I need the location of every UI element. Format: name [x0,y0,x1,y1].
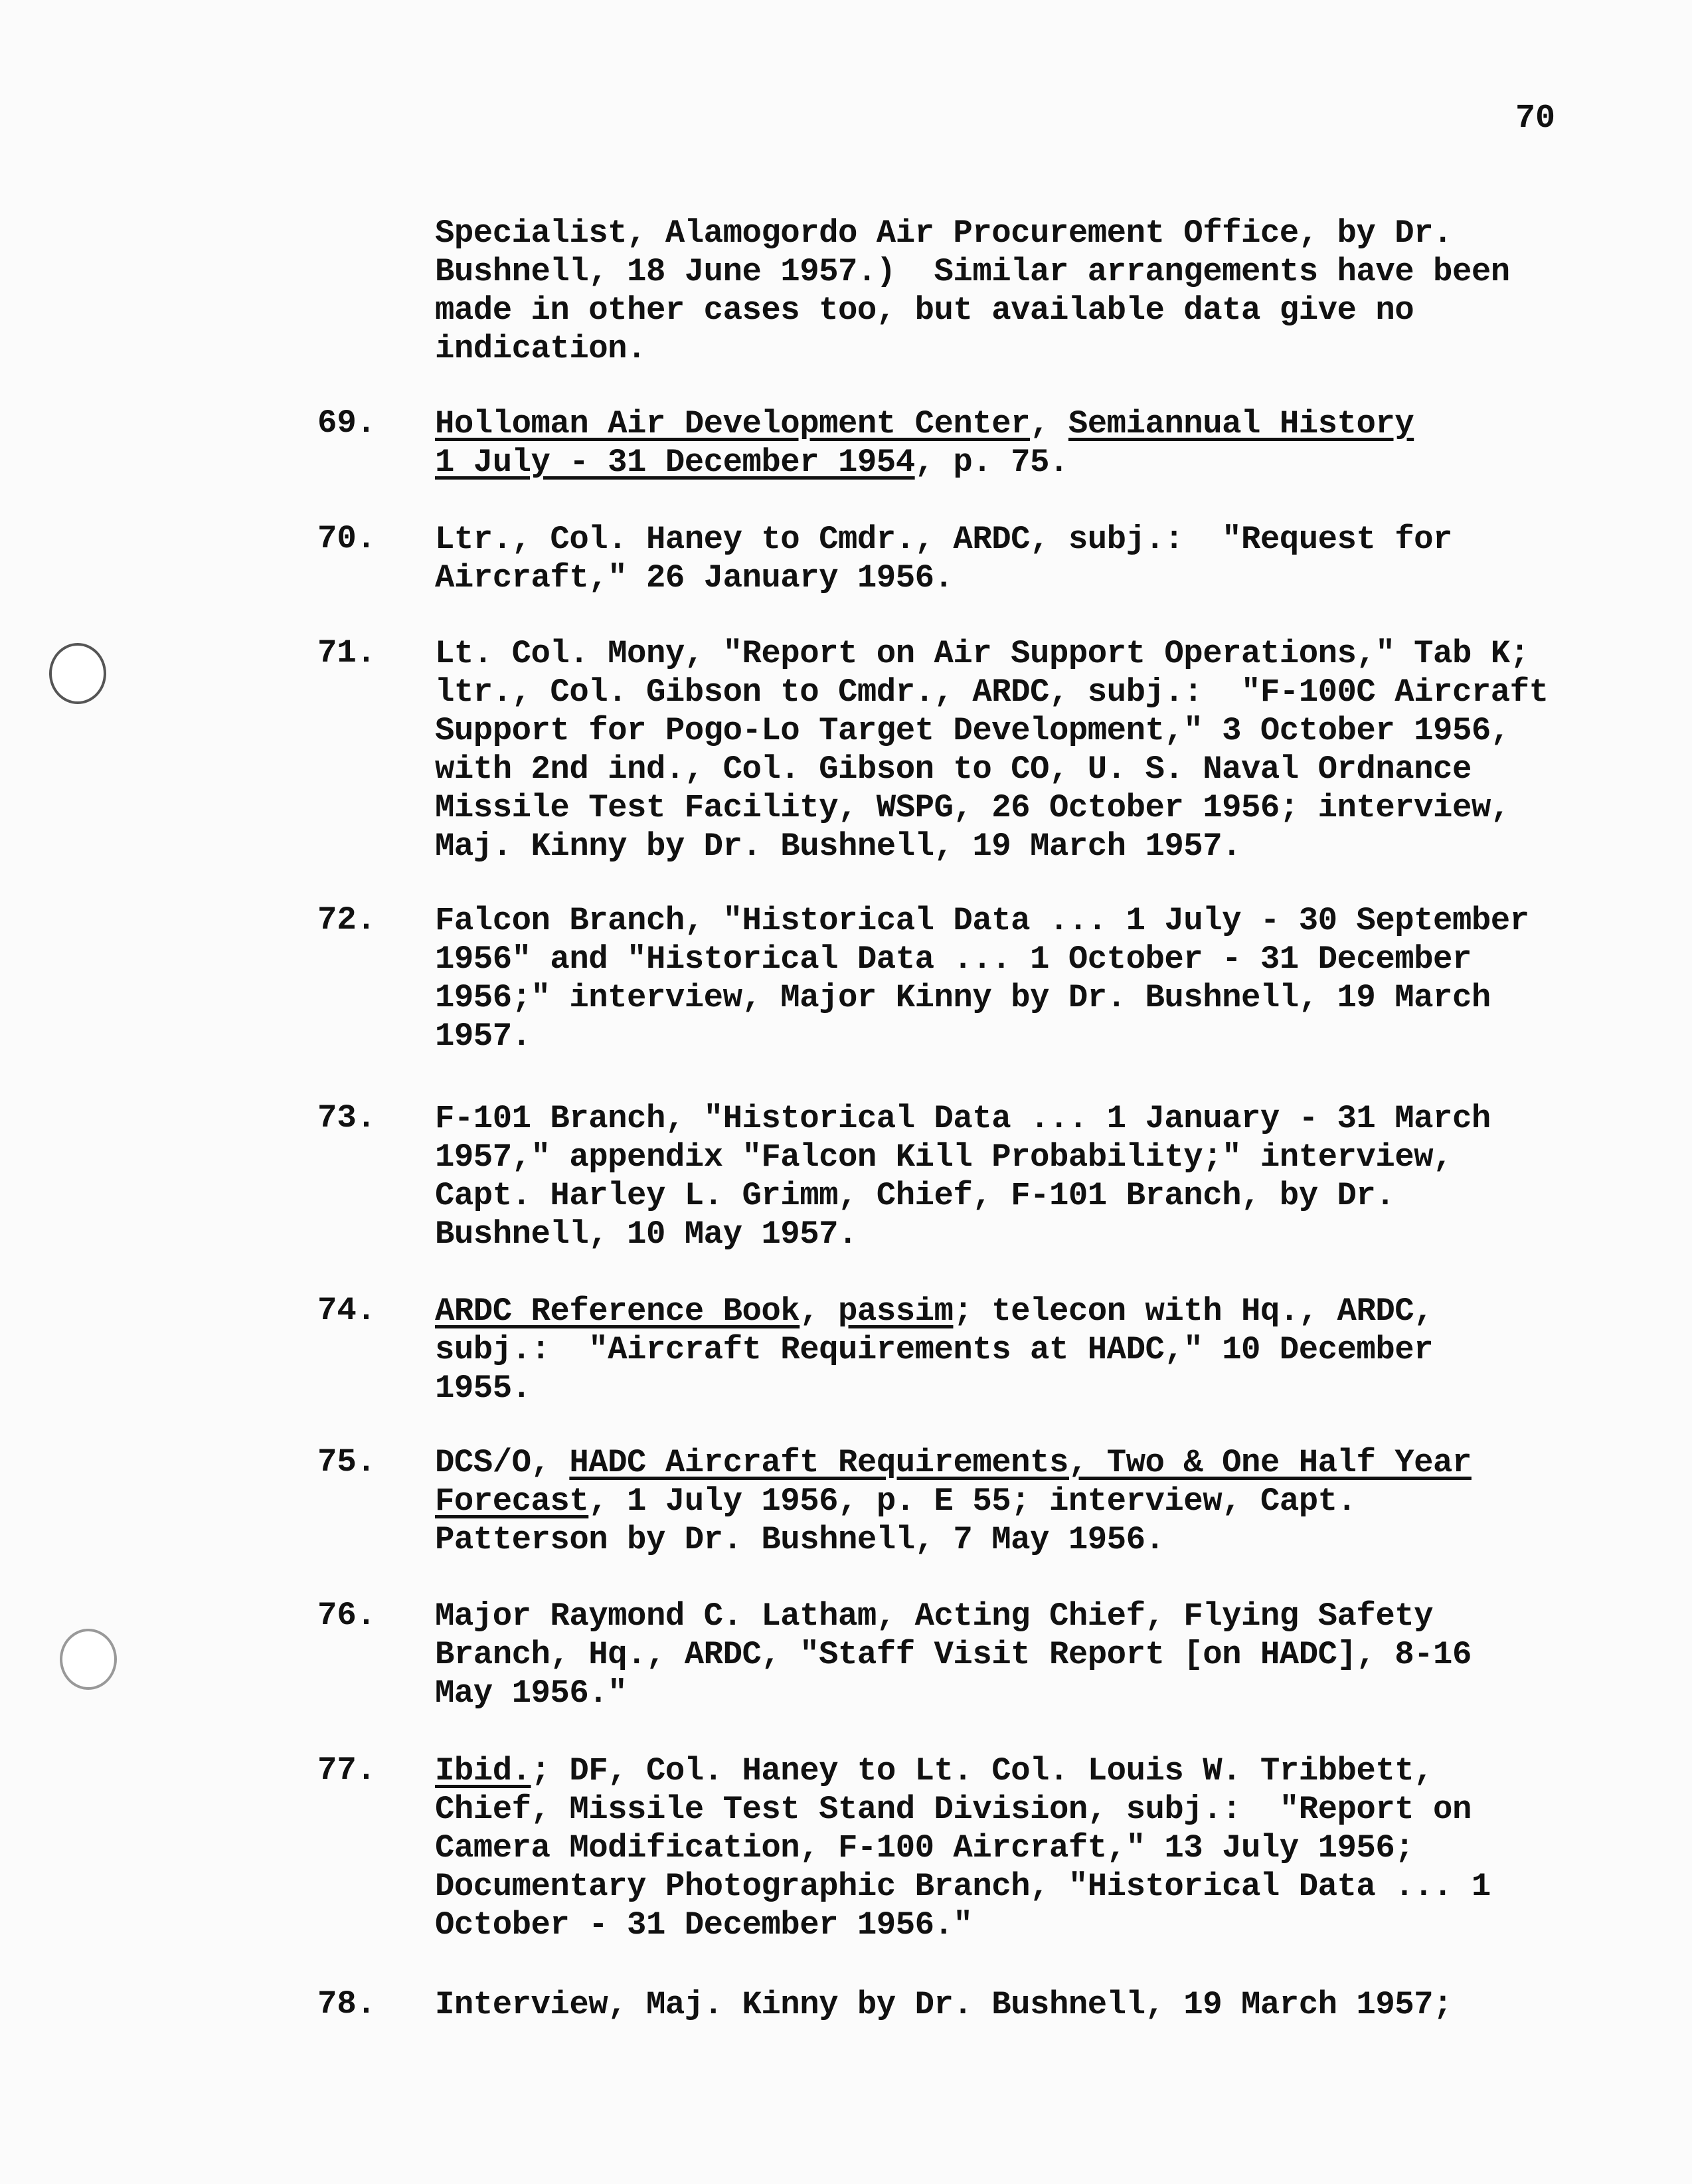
text-line [435,520,1630,559]
text-line [435,405,1630,443]
text-segment: Capt. Harley L. Grimm, Chief, F-101 Branch, by Dr. [435,1177,1395,1214]
text-line [435,1099,1630,1138]
text-segment: Ltr., Col. Haney to Cmdr., ARDC, subj.: "Request for [435,521,1452,558]
punch-hole [60,1629,117,1690]
text-segment: Major Raymond C. Latham, Acting Chief, Flying Safety [435,1597,1434,1635]
text-line [435,1330,1630,1369]
text-segment: DCS/O, [435,1444,570,1481]
footnote-number: 77. [317,1752,377,1789]
text-line [435,1520,1630,1559]
text-segment: Maj. Kinny by Dr. Bushnell, 19 March 1957. [435,828,1242,865]
text-line [435,1597,1630,1635]
text-line [435,1635,1630,1674]
text-line [435,252,1630,291]
underlined-title: Holloman Air Development Center [435,405,1031,442]
text-segment: October - 31 December 1956." [435,1906,973,1944]
text-segment: Interview, Maj. Kinny by Dr. Bushnell, 19 March 1957; [435,1986,1452,2023]
text-line [435,291,1630,329]
footnote-number: 75. [317,1443,377,1481]
text-segment: made in other cases too, but available data give no [435,292,1414,329]
underlined-title: HADC Aircraft Requirements, Two & One Half Year [569,1444,1472,1481]
footnote-text [435,1597,1630,1712]
text-line [435,1292,1630,1330]
text-line [435,978,1630,1017]
footnote-number: 73. [317,1099,377,1137]
text-segment: 1956;" interview, Major Kinny by Dr. Bushnell, 19 March [435,979,1491,1016]
text-segment: 1957," appendix "Falcon Kill Probability;" interview, [435,1138,1452,1176]
text-segment: Missile Test Facility, WSPG, 26 October 1956; interview, [435,789,1510,826]
text-line [435,1017,1630,1055]
footnote-number: 69. [317,405,377,442]
text-segment: , p. 75. [914,444,1068,481]
text-line [435,559,1630,597]
text-line [435,1369,1630,1408]
text-line [435,214,1630,252]
text-line [435,1674,1630,1712]
text-segment: , [800,1293,839,1330]
text-line [435,1752,1630,1790]
footnote-text [435,1099,1630,1253]
text-segment: Support for Pogo-Lo Target Development," 3 October 1956, [435,712,1510,749]
footnote-number: 72. [317,901,377,939]
footnote-number: 70. [317,520,377,557]
text-line [435,1985,1630,2024]
punch-hole [49,643,106,704]
text-line [435,443,1630,482]
footnote-text [435,405,1630,482]
text-segment: , 1 July 1956, p. E 55; interview, Capt. [588,1483,1357,1520]
page-number: 70 [1515,100,1556,137]
text-segment: Branch, Hq., ARDC, "Staff Visit Report [on HADC], 8-16 [435,1636,1472,1673]
text-line [435,711,1630,750]
text-line [435,1138,1630,1176]
text-line [435,1176,1630,1215]
underlined-title: Semiannual History [1068,405,1414,442]
text-line [435,901,1630,940]
text-segment: Bushnell, 10 May 1957. [435,1216,857,1253]
intro-body [435,214,1630,368]
underlined-title: Ibid. [435,1752,531,1789]
text-segment: Chief, Missile Test Stand Division, subj.: "Report on [435,1791,1472,1828]
text-line [435,1829,1630,1867]
text-segment: ltr., Col. Gibson to Cmdr., ARDC, subj.: "F-100C Aircraft [435,674,1549,711]
footnote-text [435,901,1630,1055]
text-line [435,1867,1630,1906]
footnote-text [435,1443,1630,1559]
text-segment: , [1030,405,1068,442]
footnote-number: 71. [317,634,377,672]
underlined-title: Forecast [435,1483,589,1520]
text-segment: 1957. [435,1018,531,1055]
footnote-text [435,1752,1630,1944]
text-line [435,634,1630,673]
text-line [435,1482,1630,1520]
text-segment: May 1956." [435,1675,628,1712]
underlined-title: 1 July - 31 December 1954 [435,444,915,481]
text-line [435,1443,1630,1482]
text-segment: Camera Modification, F-100 Aircraft," 13 July 1956; [435,1829,1414,1866]
underlined-title: passim [838,1293,954,1330]
footnote-number: 78. [317,1985,377,2023]
text-segment: Specialist, Alamogordo Air Procurement Office, by Dr. [435,215,1452,252]
footnote-number: 74. [317,1292,377,1329]
text-line [435,827,1630,865]
text-line [435,940,1630,978]
text-line [435,673,1630,711]
text-segment: with 2nd ind., Col. Gibson to CO, U. S. Naval Ordnance [435,751,1472,788]
text-segment: ; telecon with Hq., ARDC, [953,1293,1434,1330]
text-segment: Patterson by Dr. Bushnell, 7 May 1956. [435,1521,1165,1558]
text-segment: Documentary Photographic Branch, "Historical Data ... 1 [435,1868,1491,1905]
text-segment: Lt. Col. Mony, "Report on Air Support Operations," Tab K; [435,635,1529,672]
text-segment: 1956" and "Historical Data ... 1 October - 31 December [435,941,1472,978]
text-line [435,1906,1630,1944]
text-line [435,1215,1630,1253]
text-segment: subj.: "Aircraft Requirements at HADC," 10 December [435,1331,1434,1368]
text-line [435,329,1630,368]
footnote-number: 76. [317,1597,377,1634]
text-segment: F-101 Branch, "Historical Data ... 1 January - 31 March [435,1100,1491,1137]
underlined-title: ARDC Reference Book [435,1293,800,1330]
text-segment: ; DF, Col. Haney to Lt. Col. Louis W. Tribbett, [531,1752,1434,1789]
text-segment: Aircraft," 26 January 1956. [435,559,954,596]
footnote-text [435,634,1630,865]
text-segment: 1955. [435,1370,531,1407]
text-line [435,1790,1630,1829]
text-segment: Falcon Branch, "Historical Data ... 1 July - 30 September [435,902,1529,939]
footnote-text [435,520,1630,597]
footnote-text [435,1292,1630,1408]
text-segment: Bushnell, 18 June 1957.) Similar arrangements have been [435,253,1510,290]
text-segment: indication. [435,330,646,367]
text-line [435,750,1630,788]
text-line [435,788,1630,827]
footnote-text [435,1985,1630,2024]
